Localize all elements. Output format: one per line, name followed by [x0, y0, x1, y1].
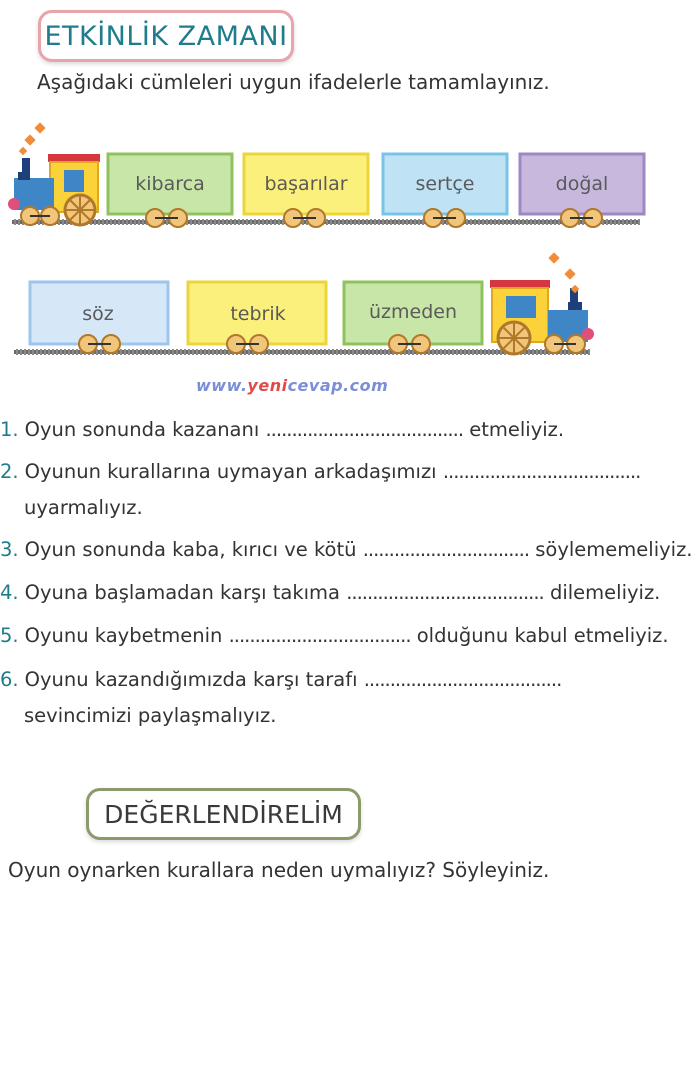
question-number: 1.: [0, 418, 19, 441]
watermark-part: cevap.com: [287, 376, 389, 395]
question-number: 5.: [0, 624, 19, 647]
question-text-end: olduğunu kabul etmeliyiz.: [416, 624, 669, 647]
train-car: [188, 282, 326, 353]
train-car: [244, 154, 368, 227]
car-word: sertçe: [415, 173, 475, 195]
word-train-2: [0, 248, 650, 366]
question-3: [0, 538, 693, 561]
answer-blank: ......................................: [363, 668, 562, 691]
car-word: söz: [82, 303, 114, 325]
answer-blank: ......................................: [442, 460, 641, 483]
watermark-part: www.: [196, 376, 248, 395]
question-5: [0, 624, 669, 647]
car-word: başarılar: [264, 173, 348, 195]
question-text-end: etmeliyiz.: [469, 418, 565, 441]
question-number: 6.: [0, 668, 19, 691]
question-4: [0, 581, 660, 604]
car-word: tebrik: [230, 303, 286, 325]
question-number: 2.: [0, 460, 19, 483]
train-car: [30, 282, 168, 353]
train-car: [344, 282, 482, 353]
question-text: Oyuna başlamadan karşı takıma: [24, 581, 340, 604]
activity-title-box: [38, 10, 294, 62]
question-text: Oyun sonunda kazananı: [24, 418, 260, 441]
question-6-continued: sevincimizi paylaşmalıyız.: [24, 704, 277, 727]
train-car: [383, 154, 507, 227]
watermark-part: yeni: [247, 376, 288, 395]
car-word: kibarca: [135, 173, 205, 195]
activity-title: ETKİNLİK ZAMANI: [44, 20, 288, 52]
instruction-text: Aşağıdaki cümleleri uygun ifadelerle tamamlayınız.: [37, 70, 550, 94]
answer-blank: ......................................: [265, 418, 464, 441]
watermark: [196, 376, 388, 395]
train-car: [108, 154, 232, 227]
question-text-end: söylememeliyiz.: [535, 538, 693, 561]
question-1: [0, 418, 564, 441]
car-word: üzmeden: [368, 301, 458, 323]
question-2: [0, 460, 640, 483]
question-6: [0, 668, 561, 691]
evaluation-question: Oyun oynarken kurallara neden uymalıyız? Söyleyiniz.: [8, 858, 550, 882]
question-text-end: dilemeliyiz.: [549, 581, 661, 604]
car-word: doğal: [555, 173, 609, 195]
answer-blank: ...................................: [228, 624, 411, 647]
answer-blank: ......................................: [346, 581, 544, 604]
question-2-continued: uyarmalıyız.: [24, 496, 143, 519]
evaluation-title-box: [86, 788, 361, 840]
question-number: 3.: [0, 538, 19, 561]
evaluation-title: DEĞERLENDİRELİM: [104, 799, 343, 829]
locomotive-icon: [8, 122, 100, 225]
question-text: Oyun sonunda kaba, kırıcı ve kötü: [24, 538, 357, 561]
word-train-1: [0, 118, 650, 236]
answer-blank: ................................: [362, 538, 530, 561]
question-text: Oyunun kurallarına uymayan arkadaşımızı: [24, 460, 437, 483]
train-car: [520, 154, 644, 227]
question-number: 4.: [0, 581, 19, 604]
question-text: Oyunu kazandığımızda karşı tarafı: [24, 668, 358, 691]
locomotive-icon: [490, 252, 594, 354]
question-text: Oyunu kaybetmenin: [24, 624, 223, 647]
